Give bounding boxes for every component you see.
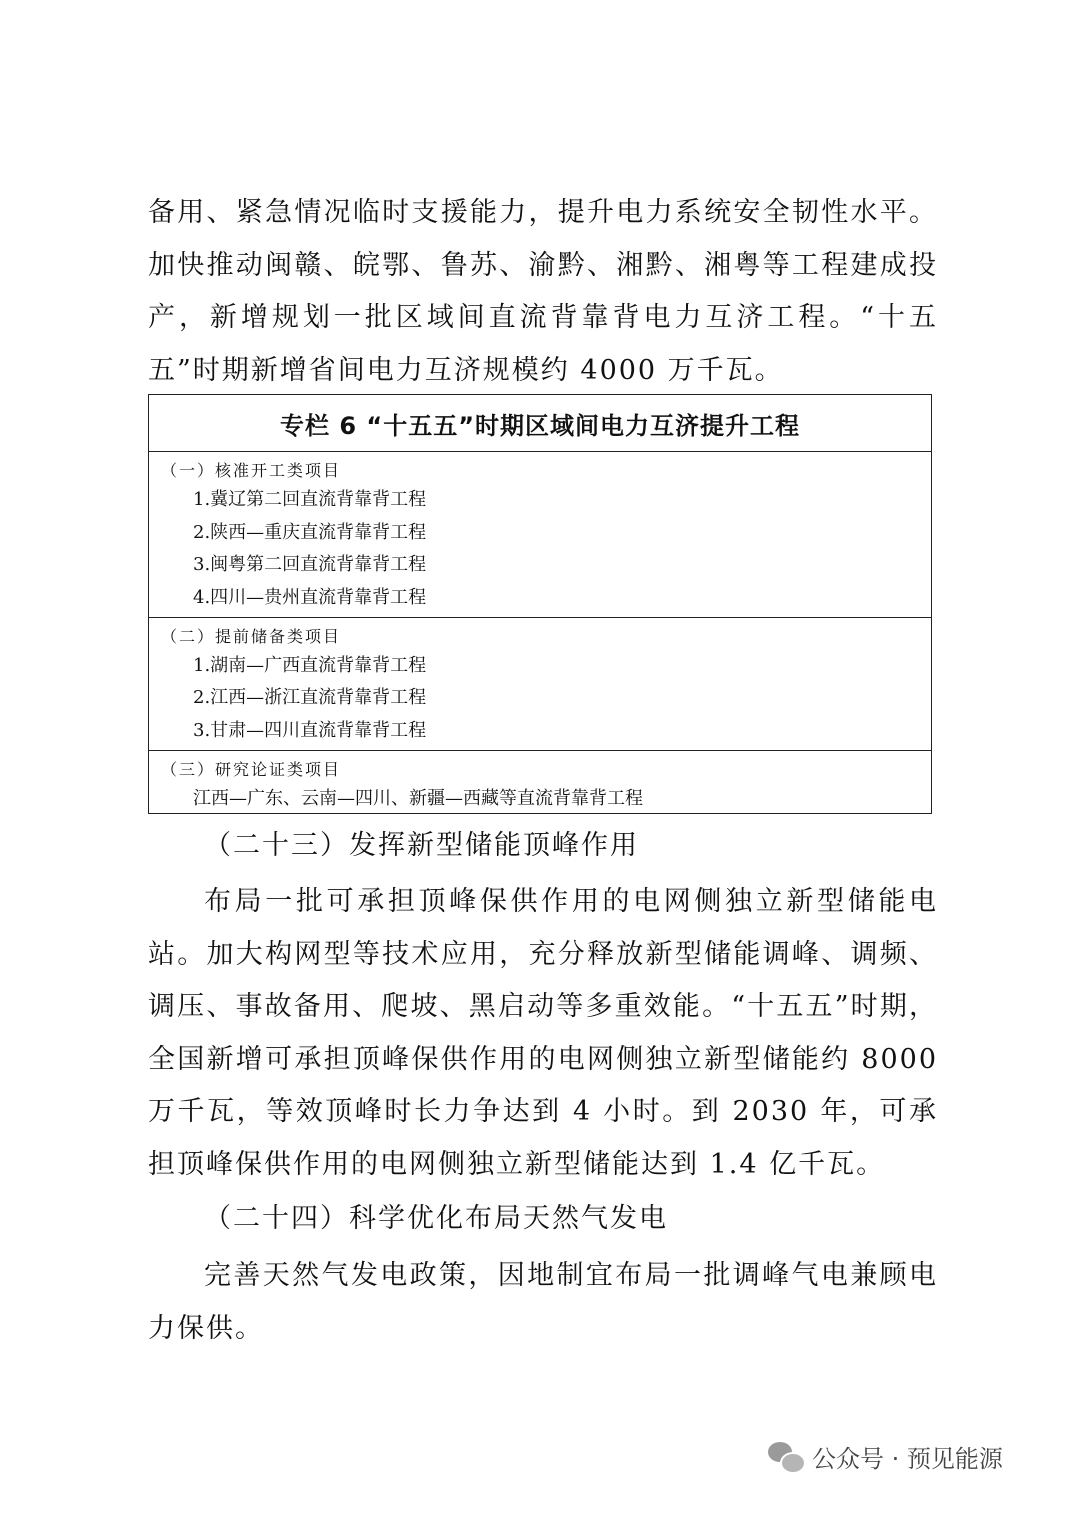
project-item: 3.甘肃—四川直流背靠背工程 <box>193 720 427 742</box>
section-heading: （二）提前储备类项目 <box>161 626 342 646</box>
project-item: 江西—广东、云南—四川、新疆—西藏等直流背靠背工程 <box>193 787 643 809</box>
section-heading: （一）核准开工类项目 <box>161 461 342 480</box>
section-research <box>149 751 931 818</box>
section-23-body: 布局一批可承担顶峰保供作用的电网侧独立新型储能电站。加大构网型等技术应用，充分释放新型储能调峰、调频、调压、事故备用、爬坡、黑启动等多重效能。“十五五”时期，全国新增可承担顶峰保供作用的电网侧独立新型储能约 8000 万千瓦，等效顶峰时长力争达到 4 小时。到 2030 年，可承担顶峰保供作用的电网侧独立新型储能达到 1.4 亿千瓦。 <box>148 886 938 1180</box>
section-approved <box>149 452 931 618</box>
watermark <box>768 1436 1003 1476</box>
section-heading: （三）研究论证类项目 <box>161 759 342 779</box>
project-item: 1.湖南—广西直流背靠背工程 <box>193 654 427 676</box>
project-item: 2.陕西—重庆直流背靠背工程 <box>193 521 427 543</box>
watermark-text: 公众号 · 预见能源 <box>812 1444 1003 1473</box>
section-24-body: 完善天然气发电政策，因地制宜布局一批调峰气电兼顾电力保供。 <box>148 1260 938 1344</box>
column-box-title: 专栏 6 “十五五”时期区域间电力互济提升工程 <box>149 395 931 452</box>
project-item: 2.江西—浙江直流背靠背工程 <box>193 687 427 709</box>
project-item: 3.闽粤第二回直流背靠背工程 <box>193 554 427 576</box>
section-reserve <box>149 618 931 751</box>
intro-paragraph: 备用、紧急情况临时支援能力，提升电力系统安全韧性水平。加快推动闽赣、皖鄂、鲁苏、渝黔、湘黔、湘粤等工程建成投产，新增规划一批区域间直流背靠背电力互济工程。“十五五”时期新增省间电力互济规模约 4000 万千瓦。 <box>148 197 938 386</box>
project-item: 1.冀辽第二回直流背靠背工程 <box>193 489 427 510</box>
section-23-heading: （二十三）发挥新型储能顶峰作用 <box>204 830 639 861</box>
wechat-icon <box>768 1440 804 1472</box>
project-item: 4.四川—贵州直流背靠背工程 <box>193 587 427 609</box>
column-box <box>148 394 932 814</box>
section-24-heading: （二十四）科学优化布局天然气发电 <box>204 1203 668 1234</box>
